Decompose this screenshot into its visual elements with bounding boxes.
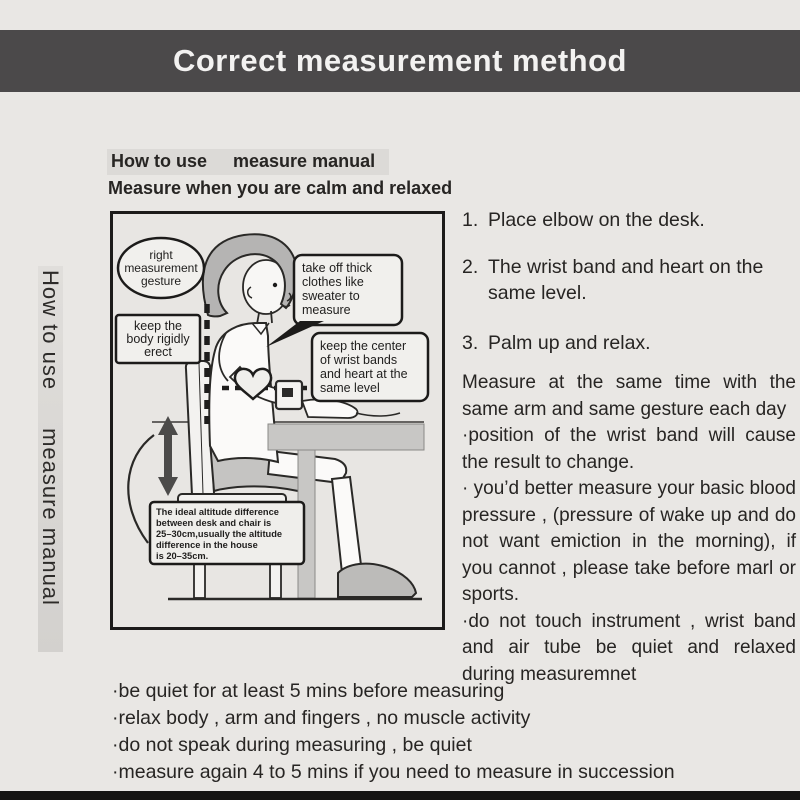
- sidebar-label-part2: measure manual: [38, 428, 63, 606]
- svg-text:keep the: keep the: [134, 319, 182, 333]
- svg-text:right: right: [149, 248, 173, 262]
- step-1-text: Place elbow on the desk.: [488, 209, 705, 231]
- footer-tip-3: ·do not speak during measuring , be quiet: [112, 734, 472, 756]
- svg-text:25–30cm,usually the altitude: 25–30cm,usually the altitude: [156, 529, 283, 539]
- bottom-bar: [0, 791, 800, 800]
- svg-text:measure: measure: [302, 303, 351, 317]
- step-3-text: Palm up and relax.: [488, 332, 651, 354]
- svg-text:of wrist bands: of wrist bands: [320, 353, 398, 367]
- wrist-monitor: [276, 381, 302, 409]
- svg-text:between desk and chair is: between desk and chair is: [156, 518, 272, 528]
- measurement-illustration: [110, 211, 445, 636]
- svg-text:The ideal altitude difference: The ideal altitude difference: [156, 507, 279, 517]
- sidebar-label-part1: How to use: [38, 270, 63, 391]
- step-2-number: 2.: [462, 256, 479, 278]
- footer-tip-4: ·measure again 4 to 5 mins if you need to measure in succession: [112, 761, 675, 783]
- step-1-number: 1.: [462, 209, 479, 231]
- title-bar: [0, 30, 800, 92]
- svg-text:difference in the house: difference in the house: [156, 540, 258, 550]
- notes-item-3: ·do not touch instrument , wrist band and air tube be quiet and relaxed during measuremnet: [462, 610, 796, 685]
- page-title: Correct measurement method: [172, 43, 627, 78]
- section-heading-part2: measure manual: [233, 151, 376, 171]
- wristband-bubble: [312, 333, 428, 401]
- footer-tips: [112, 678, 692, 786]
- notes-paragraph: [462, 370, 796, 688]
- svg-text:take off thick: take off thick: [302, 261, 372, 275]
- sidebar-vertical-label: [37, 270, 63, 652]
- eye: [273, 283, 277, 287]
- step-1: [462, 207, 796, 233]
- notes-intro: Measure at the same time with the same arm and same gesture each day: [462, 372, 796, 420]
- notes-item-1: ·position of the wrist band will cause the result to change.: [462, 425, 796, 473]
- steps-list: [462, 207, 796, 365]
- svg-text:sweater to: sweater to: [302, 289, 360, 303]
- svg-text:same level: same level: [320, 381, 380, 395]
- illustration-svg: [110, 211, 445, 631]
- section-heading-part1: How to use: [111, 151, 208, 171]
- svg-text:body rigidly: body rigidly: [126, 332, 190, 346]
- footer-tip-1: ·be quiet for at least 5 mins before measuring: [112, 680, 505, 702]
- svg-text:is 20–35cm.: is 20–35cm.: [156, 551, 209, 561]
- svg-text:clothes like: clothes like: [302, 275, 364, 289]
- step-3-number: 3.: [462, 332, 479, 354]
- svg-text:measurement: measurement: [124, 261, 198, 275]
- svg-text:and heart at the: and heart at the: [320, 367, 408, 381]
- svg-text:keep the center: keep the center: [320, 339, 407, 353]
- gesture-bubble: [118, 238, 204, 298]
- altitude-note-box: [150, 502, 304, 564]
- svg-text:erect: erect: [144, 345, 172, 359]
- notes-item-2: · you’d better measure your basic blood pressure , (pressure of wake up and do not want emiction in the morning), if you cannot , please take before marl or sports.: [462, 478, 796, 605]
- section-subheading: Measure when you are calm and relaxed: [108, 178, 453, 198]
- svg-text:gesture: gesture: [140, 274, 182, 288]
- step-2: [462, 254, 796, 306]
- footer-tip-2: ·relax body , arm and fingers , no muscle activity: [112, 707, 531, 729]
- section-heading: [107, 149, 389, 175]
- posture-box: [116, 315, 200, 363]
- step-3: [462, 330, 796, 356]
- step-2-text: The wrist band and heart on the same level.: [488, 256, 764, 304]
